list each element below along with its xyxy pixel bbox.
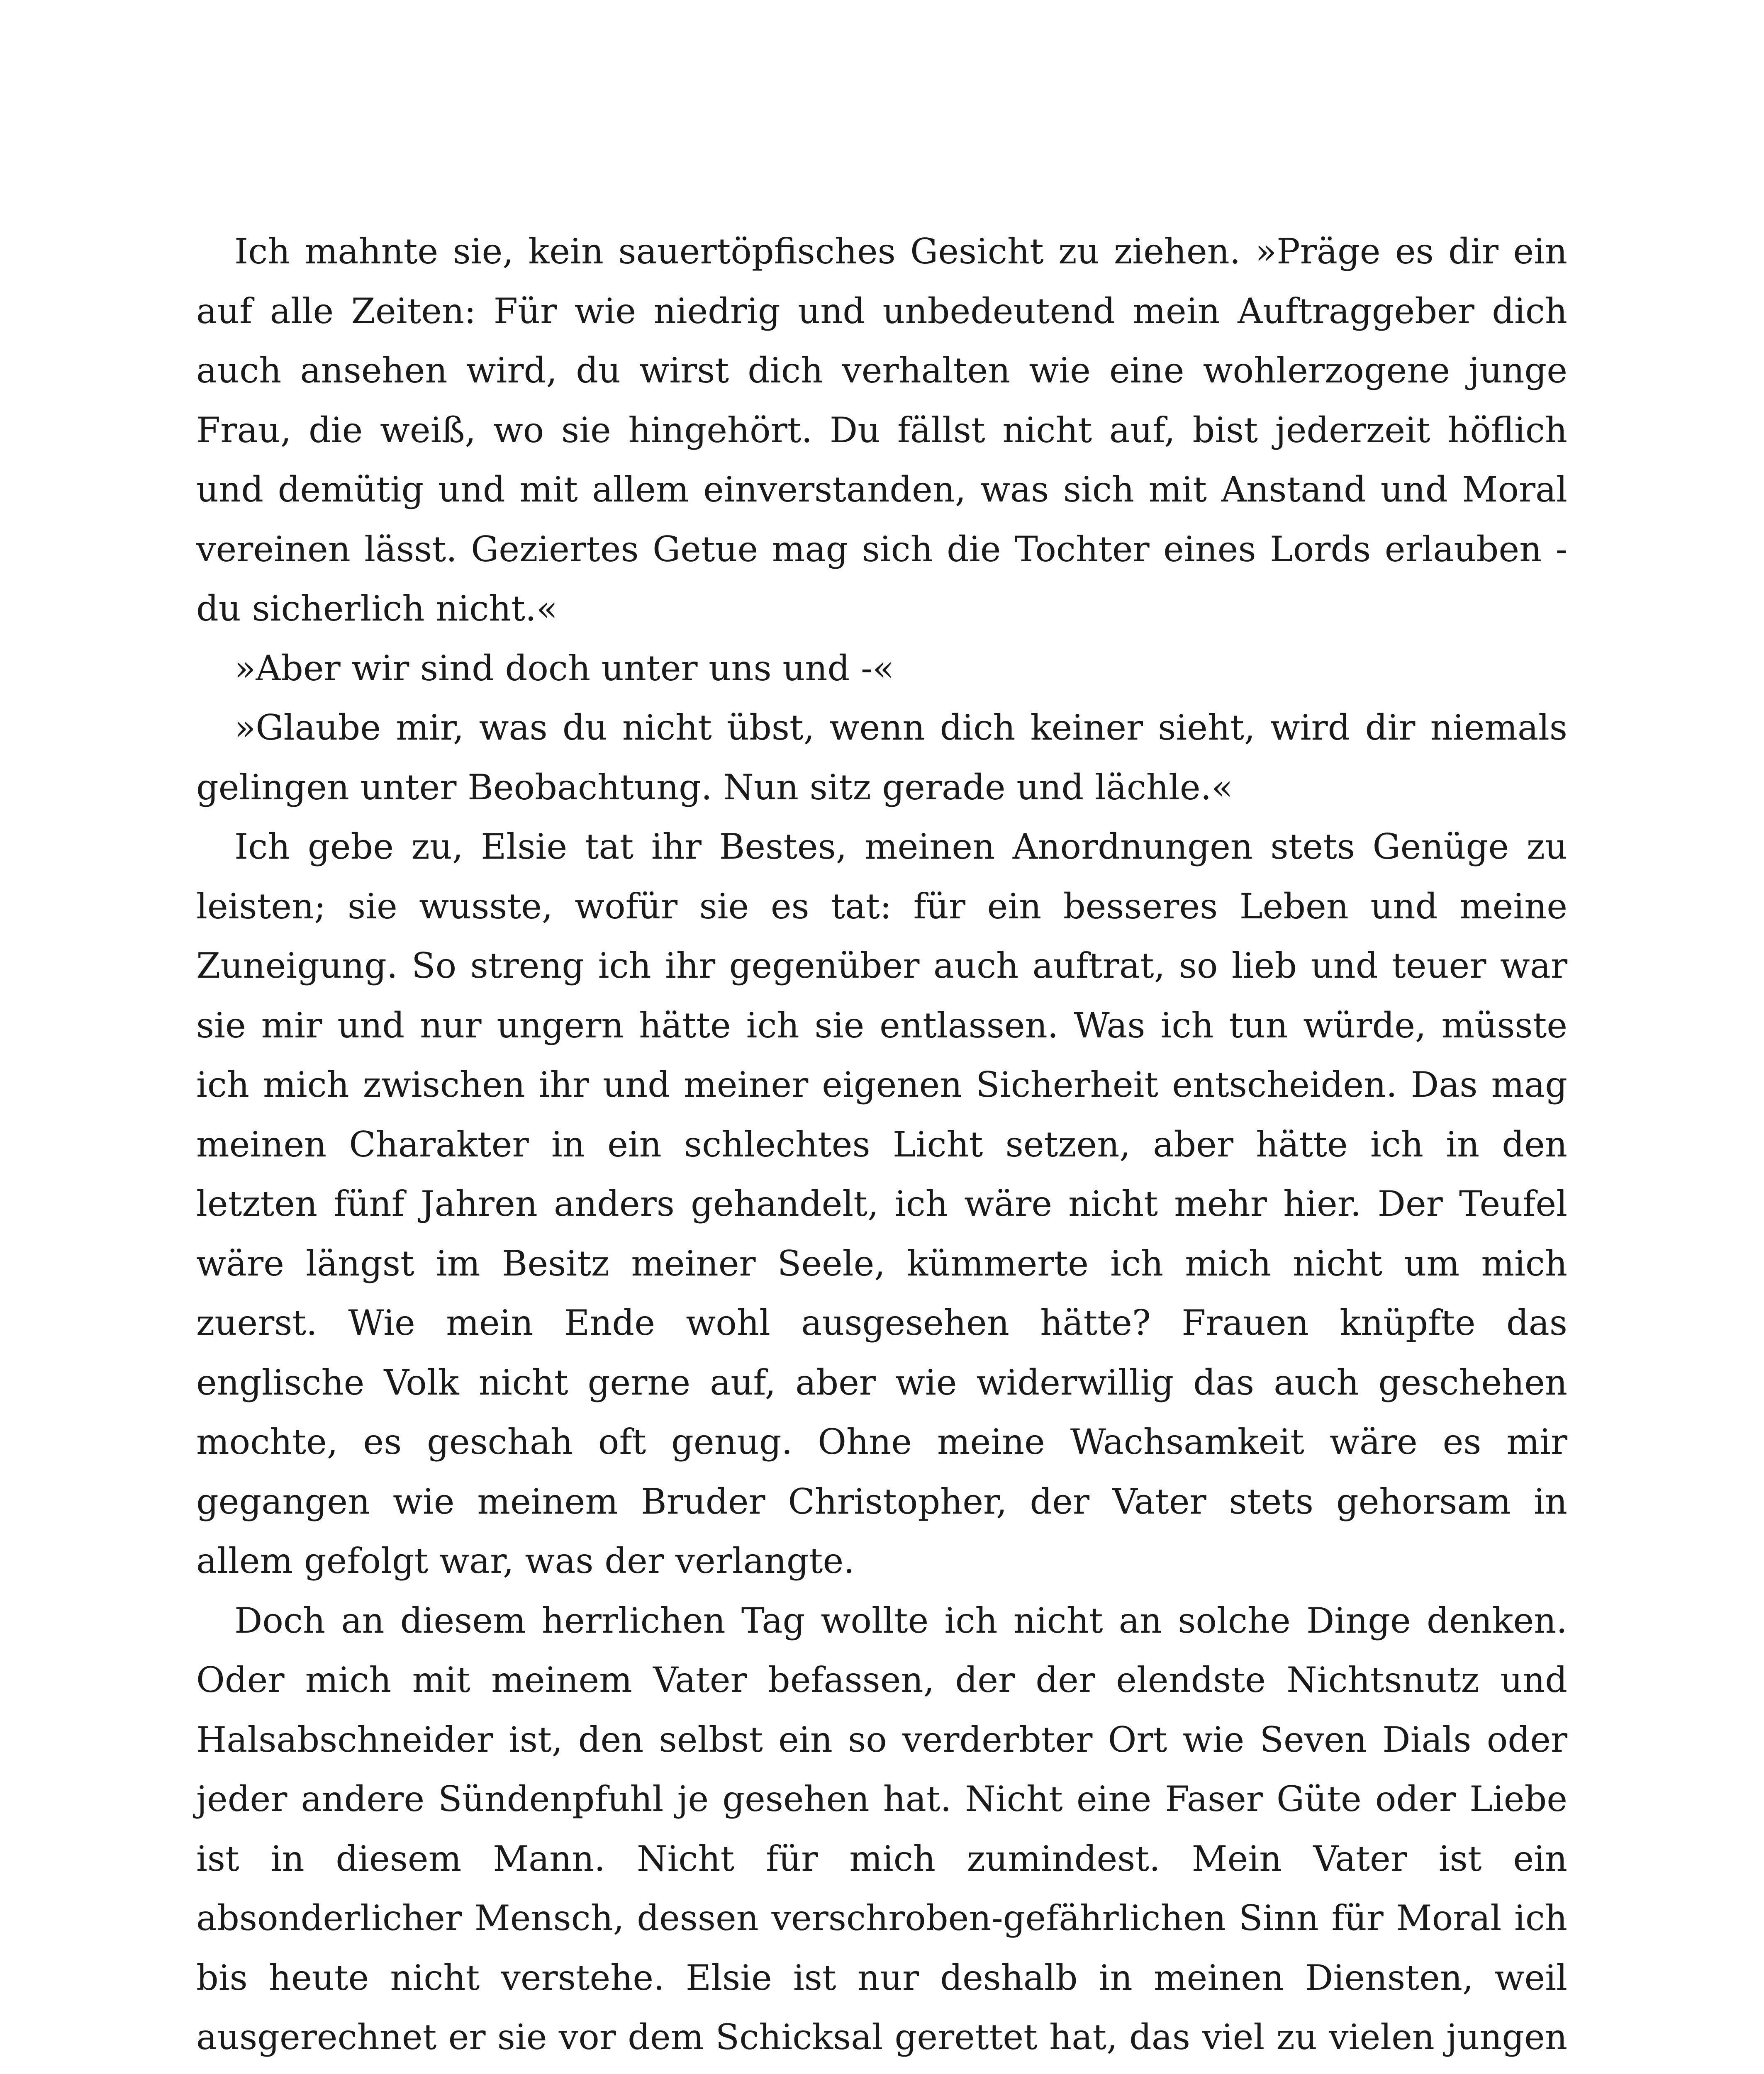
paragraph-5: Doch an diesem herrlichen Tag wollte ich nicht an solche Dinge denken. Oder mich mit meinem Vater befassen, der der elendste Nichtsnutz und Halsabschneider ist, den selbst ein so verderbter Ort wie Seven Dials oder jeder andere Sündenpfuhl je gesehen hat. Nicht eine Faser Güte oder Liebe ist in diesem Mann. Nicht für mich zumindest. Mein Vater ist ein absonderlicher Mensch, dessen verschroben-gefährlichen Sinn für Moral ich bis heute nicht verstehe. Elsie ist nur deshalb in meinen Diensten, weil ausgerechnet er sie vor dem Schicksal gerettet hat, das viel zu vielen jungen [196,1600,1567,2057]
paragraph-4: Ich gebe zu, Elsie tat ihr Bestes, meinen Anordnungen stets Genüge zu leisten; sie wusste, wofür sie es tat: für ein besseres Leben und meine Zuneigung. So streng ich ihr gegenüber auch auftrat, so lieb und teuer war sie mir und nur ungern hätte ich sie entlassen. Was ich tun würde, müsste ich mich zwischen ihr und meiner eigenen Sicherheit entscheiden. Das mag meinen Charakter in ein schlechtes Licht setzen, aber hätte ich in den letzten fünf Jahren anders gehandelt, ich wäre nicht mehr hier. Der Teufel wäre längst im Besitz meiner Seele, kümmerte ich mich nicht um mich zuerst. Wie mein Ende wohl ausgesehen hätte? Frauen knüpfte das englische Volk nicht gerne auf, aber wie widerwillig das auch geschehen mochte, es geschah oft genug. Ohne meine Wachsamkeit wäre es mir gegangen wie meinem Bruder Christopher, der Vater stets gehorsam in allem gefolgt war, was der verlangte. [196,826,1567,1581]
body-text [196,222,1567,2074]
paragraph-3: »Glaube mir, was du nicht übst, wenn dich keiner sieht, wird dir niemals gelingen unter Beobachtung. Nun sitz gerade und lächle.« [196,707,1567,808]
paragraph-2: »Aber wir sind doch unter uns und -« [234,648,894,689]
paragraph-1: Ich mahnte sie, kein sauertöpfisches Gesicht zu ziehen. »Präge es dir ein auf alle Zeiten: Für wie niedrig und unbedeutend mein Auftraggeber dich auch ansehen wird, du wirst dich verhalten wie eine wohlerzogene junge Frau, die weiß, wo sie hingehört. Du fällst nicht auf, bist jederzeit höflich und demütig und mit allem einverstanden, was sich mit Anstand und Moral vereinen lässt. Geziertes Getue mag sich die Tochter eines Lords erlauben - du sicherlich nicht.« [196,231,1567,629]
